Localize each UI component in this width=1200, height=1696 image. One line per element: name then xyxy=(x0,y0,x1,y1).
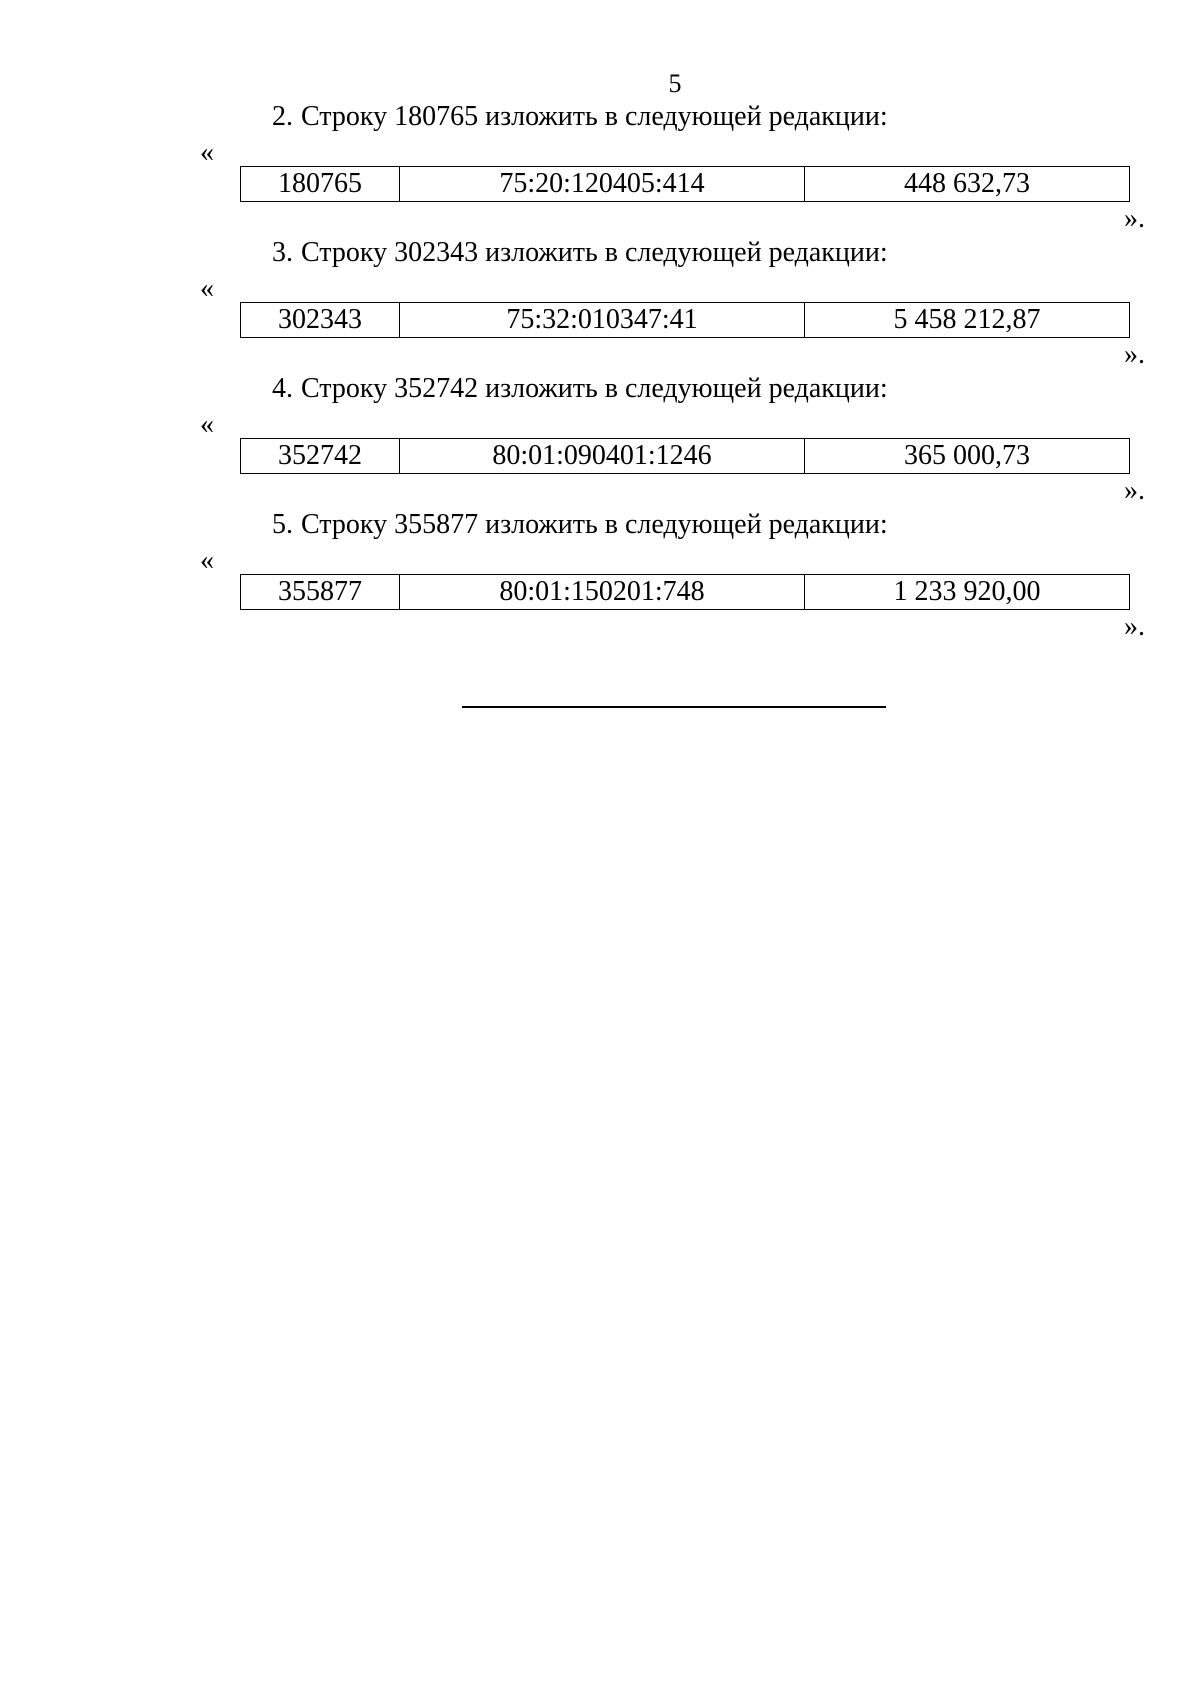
closing-quote: ». xyxy=(1124,611,1145,642)
section-heading-text: Строку 180765 изложить в следующей редакции: xyxy=(301,101,888,132)
value-cell: 365 000,73 xyxy=(805,439,1130,474)
replacement-row-table xyxy=(240,438,1130,474)
row-number-cell: 352742 xyxy=(241,439,400,474)
section-heading xyxy=(272,236,888,270)
amendment-section xyxy=(0,372,1200,508)
value-cell: 448 632,73 xyxy=(805,167,1130,202)
table-row xyxy=(241,575,1130,610)
cadastral-number-cell: 75:32:010347:41 xyxy=(400,303,805,338)
amendment-section xyxy=(0,100,1200,236)
cadastral-number-cell: 80:01:090401:1246 xyxy=(400,439,805,474)
replacement-row-table xyxy=(240,166,1130,202)
section-heading-text: Строку 302343 изложить в следующей редакции: xyxy=(301,237,888,268)
closing-quote: ». xyxy=(1124,475,1145,506)
opening-quote: « xyxy=(200,273,214,304)
value-cell: 5 458 212,87 xyxy=(805,303,1130,338)
row-number-cell: 180765 xyxy=(241,167,400,202)
closing-quote: ». xyxy=(1124,203,1145,234)
section-heading-text: Строку 355877 изложить в следующей редакции: xyxy=(301,509,888,540)
value-cell: 1 233 920,00 xyxy=(805,575,1130,610)
end-of-document-rule xyxy=(462,706,886,708)
cadastral-number-cell: 80:01:150201:748 xyxy=(400,575,805,610)
row-number-cell: 302343 xyxy=(241,303,400,338)
section-number: 4. xyxy=(272,373,293,404)
section-heading xyxy=(272,372,888,406)
section-heading xyxy=(272,100,888,134)
document-body xyxy=(0,100,1200,644)
page-number: 5 xyxy=(668,69,682,98)
closing-quote: ». xyxy=(1124,339,1145,370)
section-number: 2. xyxy=(272,101,293,132)
row-number-cell: 355877 xyxy=(241,575,400,610)
opening-quote: « xyxy=(200,137,214,168)
replacement-row-table xyxy=(240,574,1130,610)
opening-quote: « xyxy=(200,545,214,576)
cadastral-number-cell: 75:20:120405:414 xyxy=(400,167,805,202)
table-row xyxy=(241,439,1130,474)
section-heading xyxy=(272,508,888,542)
opening-quote: « xyxy=(200,409,214,440)
amendment-section xyxy=(0,508,1200,644)
replacement-row-table xyxy=(240,302,1130,338)
table-row xyxy=(241,303,1130,338)
section-number: 5. xyxy=(272,509,293,540)
table-row xyxy=(241,167,1130,202)
amendment-section xyxy=(0,236,1200,372)
section-heading-text: Строку 352742 изложить в следующей редакции: xyxy=(301,373,888,404)
section-number: 3. xyxy=(272,237,293,268)
